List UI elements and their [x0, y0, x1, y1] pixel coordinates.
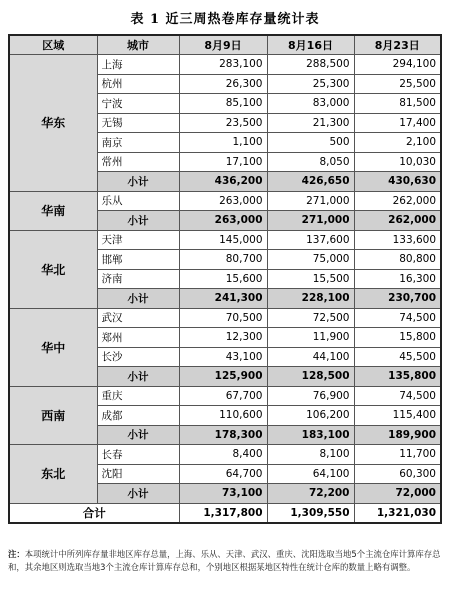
value-cell: 26,300 — [179, 74, 267, 94]
table-row — [9, 445, 441, 465]
subtotal-value: 228,100 — [267, 289, 354, 309]
value-cell: 70,500 — [179, 308, 267, 328]
table-row — [9, 308, 441, 328]
region-cell: 华南 — [9, 191, 97, 230]
value-cell: 288,500 — [267, 55, 354, 75]
subtotal-value: 183,100 — [267, 425, 354, 445]
subtotal-label: 小计 — [97, 211, 179, 231]
total-row — [9, 503, 441, 523]
table-row — [9, 191, 441, 211]
value-cell: 271,000 — [267, 191, 354, 211]
subtotal-label: 小计 — [97, 172, 179, 192]
footnote-text: 本项统计中所列库存量非地区库存总量，上海、乐从、天津、武汉、重庆、沈阳选取当地5个主流仓库计算库存总和，其余地区则选取当地3个主流仓库计算库存总和，个别地区根据某地区特性在统计仓库的数量上略有调整。 — [8, 549, 441, 572]
value-cell: 8,400 — [179, 445, 267, 465]
header-row — [9, 35, 441, 55]
subtotal-value: 128,500 — [267, 367, 354, 387]
city-cell: 长沙 — [97, 347, 179, 367]
header-week-2: 8月16日 — [267, 35, 354, 55]
value-cell: 500 — [267, 133, 354, 153]
value-cell: 11,700 — [354, 445, 441, 465]
value-cell: 16,300 — [354, 269, 441, 289]
region-cell: 华中 — [9, 308, 97, 386]
value-cell: 133,600 — [354, 230, 441, 250]
value-cell: 81,500 — [354, 94, 441, 114]
value-cell: 8,050 — [267, 152, 354, 172]
value-cell: 15,500 — [267, 269, 354, 289]
value-cell: 21,300 — [267, 113, 354, 133]
value-cell: 12,300 — [179, 328, 267, 348]
value-cell: 17,400 — [354, 113, 441, 133]
subtotal-value: 135,800 — [354, 367, 441, 387]
header-region: 区域 — [9, 35, 97, 55]
value-cell: 80,800 — [354, 250, 441, 270]
subtotal-value: 426,650 — [267, 172, 354, 192]
value-cell: 67,700 — [179, 386, 267, 406]
region-cell: 西南 — [9, 386, 97, 445]
city-cell: 宁波 — [97, 94, 179, 114]
subtotal-value: 72,000 — [354, 484, 441, 504]
table-row — [9, 55, 441, 75]
subtotal-label: 小计 — [97, 289, 179, 309]
table-title: 表 1 近三周热卷库存量统计表 — [130, 12, 320, 27]
table-row — [9, 230, 441, 250]
value-cell: 72,500 — [267, 308, 354, 328]
subtotal-value: 436,200 — [179, 172, 267, 192]
value-cell: 294,100 — [354, 55, 441, 75]
subtotal-value: 230,700 — [354, 289, 441, 309]
subtotal-value: 72,200 — [267, 484, 354, 504]
value-cell: 60,300 — [354, 464, 441, 484]
total-value: 1,321,030 — [354, 503, 441, 523]
total-value: 1,309,550 — [267, 503, 354, 523]
value-cell: 110,600 — [179, 406, 267, 426]
subtotal-value: 178,300 — [179, 425, 267, 445]
city-cell: 郑州 — [97, 328, 179, 348]
region-cell: 东北 — [9, 445, 97, 504]
city-cell: 杭州 — [97, 74, 179, 94]
subtotal-label: 小计 — [97, 425, 179, 445]
value-cell: 23,500 — [179, 113, 267, 133]
subtotal-value: 262,000 — [354, 211, 441, 231]
value-cell: 43,100 — [179, 347, 267, 367]
value-cell: 74,500 — [354, 386, 441, 406]
value-cell: 76,900 — [267, 386, 354, 406]
header-city: 城市 — [97, 35, 179, 55]
value-cell: 80,700 — [179, 250, 267, 270]
region-cell: 华北 — [9, 230, 97, 308]
table-body — [9, 55, 441, 504]
value-cell: 263,000 — [179, 191, 267, 211]
value-cell: 25,500 — [354, 74, 441, 94]
value-cell: 15,600 — [179, 269, 267, 289]
header-week-3: 8月23日 — [354, 35, 441, 55]
value-cell: 8,100 — [267, 445, 354, 465]
region-cell: 华东 — [9, 55, 97, 192]
footnote — [8, 548, 442, 574]
value-cell: 11,900 — [267, 328, 354, 348]
value-cell: 283,100 — [179, 55, 267, 75]
subtotal-value: 430,630 — [354, 172, 441, 192]
subtotal-value: 241,300 — [179, 289, 267, 309]
value-cell: 1,100 — [179, 133, 267, 153]
value-cell: 10,030 — [354, 152, 441, 172]
city-cell: 长春 — [97, 445, 179, 465]
city-cell: 沈阳 — [97, 464, 179, 484]
value-cell: 25,300 — [267, 74, 354, 94]
city-cell: 邯郸 — [97, 250, 179, 270]
subtotal-value: 271,000 — [267, 211, 354, 231]
value-cell: 137,600 — [267, 230, 354, 250]
value-cell: 115,400 — [354, 406, 441, 426]
footnote-prefix: 注： — [8, 549, 25, 559]
value-cell: 45,500 — [354, 347, 441, 367]
total-value: 1,317,800 — [179, 503, 267, 523]
city-cell: 乐从 — [97, 191, 179, 211]
value-cell: 2,100 — [354, 133, 441, 153]
value-cell: 74,500 — [354, 308, 441, 328]
value-cell: 75,000 — [267, 250, 354, 270]
city-cell: 济南 — [97, 269, 179, 289]
value-cell: 44,100 — [267, 347, 354, 367]
value-cell: 15,800 — [354, 328, 441, 348]
city-cell: 上海 — [97, 55, 179, 75]
header-week-1: 8月9日 — [179, 35, 267, 55]
city-cell: 武汉 — [97, 308, 179, 328]
subtotal-value: 73,100 — [179, 484, 267, 504]
subtotal-value: 263,000 — [179, 211, 267, 231]
subtotal-value: 189,900 — [354, 425, 441, 445]
subtotal-label: 小计 — [97, 484, 179, 504]
value-cell: 85,100 — [179, 94, 267, 114]
value-cell: 83,000 — [267, 94, 354, 114]
value-cell: 64,700 — [179, 464, 267, 484]
table-row — [9, 386, 441, 406]
city-cell: 成都 — [97, 406, 179, 426]
subtotal-value: 125,900 — [179, 367, 267, 387]
value-cell: 64,100 — [267, 464, 354, 484]
city-cell: 天津 — [97, 230, 179, 250]
city-cell: 南京 — [97, 133, 179, 153]
value-cell: 106,200 — [267, 406, 354, 426]
inventory-table — [8, 34, 442, 524]
total-label: 合计 — [9, 503, 179, 523]
value-cell: 262,000 — [354, 191, 441, 211]
city-cell: 无锡 — [97, 113, 179, 133]
city-cell: 常州 — [97, 152, 179, 172]
value-cell: 17,100 — [179, 152, 267, 172]
subtotal-label: 小计 — [97, 367, 179, 387]
value-cell: 145,000 — [179, 230, 267, 250]
city-cell: 重庆 — [97, 386, 179, 406]
